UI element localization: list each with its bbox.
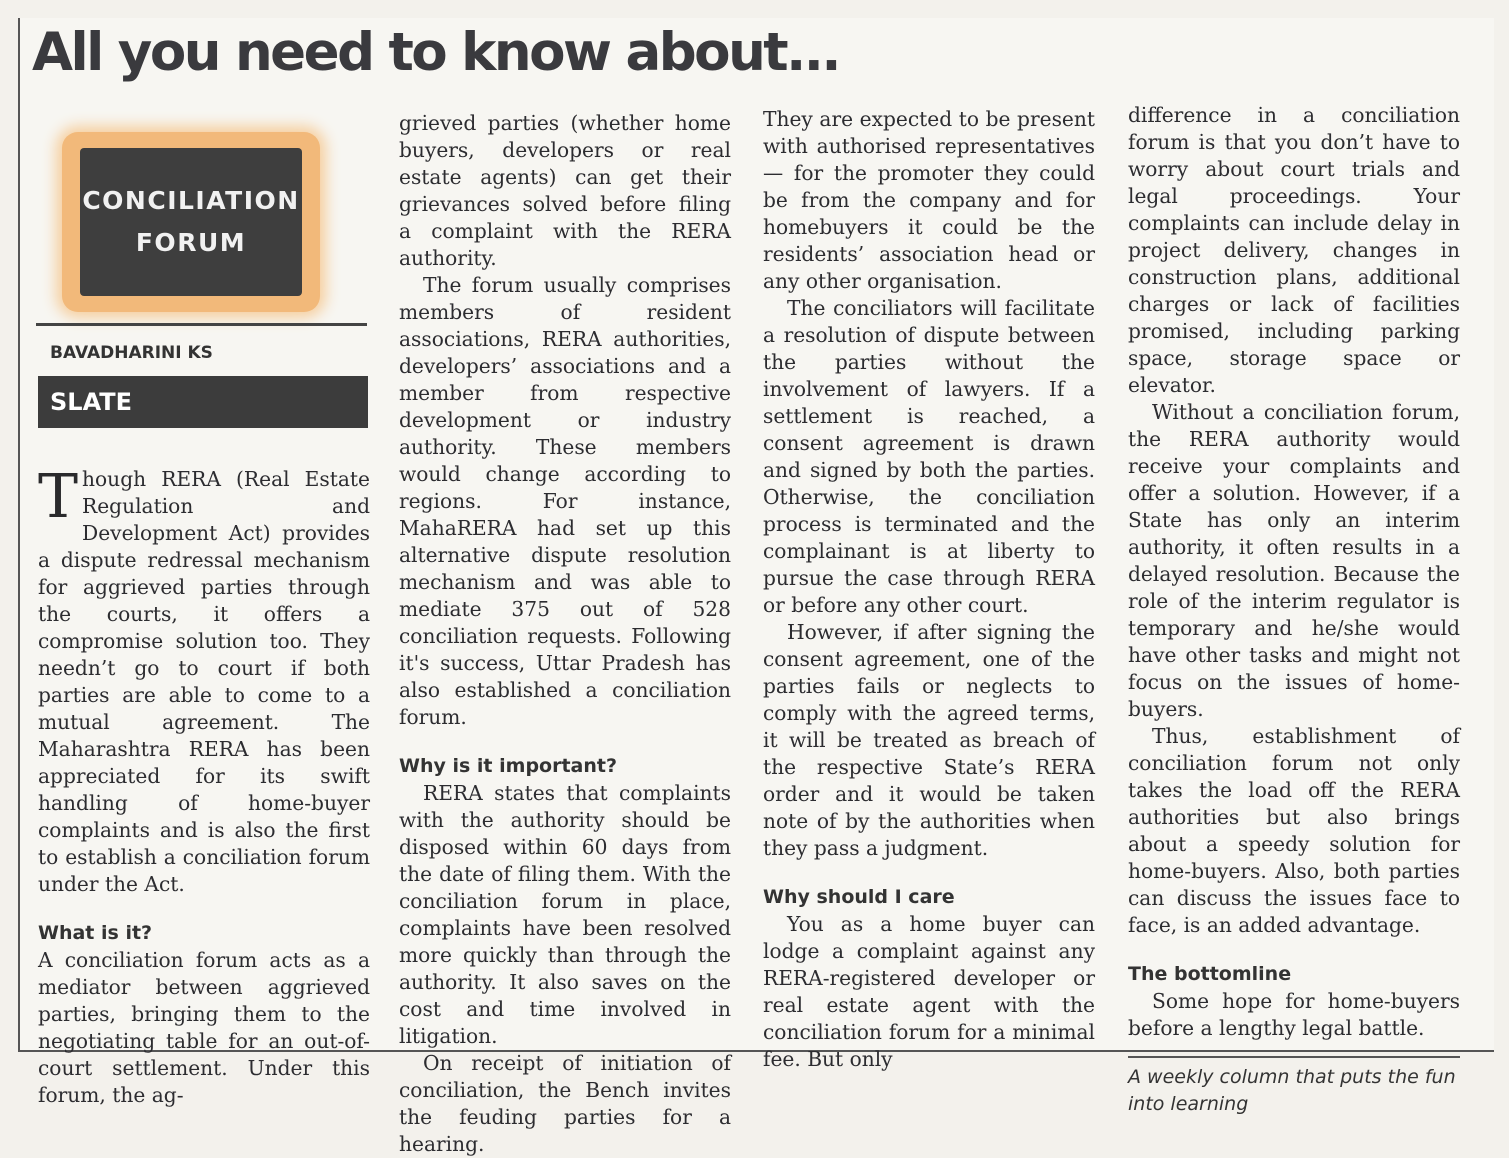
why-care-p1-cont: difference in a conciliation forum is that you don’t have to worry about court trials and legal proceedings. Your complaints can include delay in project delivery, changes in construction plans, additional charges or lack of facilities promised, including parking space, storage space or elevator. [1128, 103, 1460, 397]
why-important-p5: However, if after signing the consent agreement, one of the parties fails or neglects to comply with the agreed terms, it will be treated as breach of the respective State’s RERA order and it would be taken note of by the authorities when they pass a judgment. [763, 620, 1095, 860]
heading-why-important: Why is it important? [399, 755, 617, 777]
section-label: SLATE [38, 376, 368, 428]
board-line-1: CONCILIATION [82, 186, 300, 215]
why-care-p2: Without a conciliation forum, the RERA authority would receive your complaints and offer a solution. However, if a State has only an interim authority, it often results in a delayed resolution. Because the role of the interim regulator is temporary and he/she would have other tasks and might not focus on the issues of home-buyers. [1128, 400, 1460, 721]
bottomline-text: Some hope for home-buyers before a lengthy legal battle. [1128, 989, 1460, 1040]
column-2 [399, 110, 731, 1158]
board-line-2: FORUM [135, 228, 247, 257]
byline-rule [36, 323, 367, 326]
why-important-p2: On receipt of initiation of conciliation, the Bench invites the feuding parties for a hearing. [399, 1051, 731, 1156]
intro-paragraph [38, 462, 370, 898]
why-important-p4: The conciliators will facilitate a resolution of dispute between the parties without the involvement of lawyers. If a settlement is reached, a consent agreement is drawn and signed by both the parties. Otherwise, the conciliation process is terminated and the complainant is at liberty to pursue the case through RERA or before any other court. [763, 296, 1095, 617]
what-is-it-p1-cont: grieved parties (whether home buyers, developers or real estate agents) can get their grievances solved before filing a complaint with the RERA authority. [399, 111, 731, 270]
tagline: A weekly column that puts the fun into learning [1128, 1066, 1456, 1115]
tagline-rule [1128, 1056, 1460, 1058]
what-is-it-p1: A conciliation forum acts as a mediator between aggrieved parties, bringing them to the negotiating table for an out-of-court settlement. Under this forum, the ag- [38, 948, 370, 1107]
why-care-p1: You as a home buyer can lodge a complaint against any RERA-registered developer or real estate agent with the conciliation forum for a minimal fee. But only [763, 912, 1095, 1071]
what-is-it-p2: The forum usually comprises members of resident associations, RERA authorities, developers’ associations and a member from respective development or industry authority. These members would change according to regions. For instance, MahaRERA had set up this alternative dispute resolution mechanism and was able to mediate 375 out of 528 conciliation requests. Following it's success, Uttar Pradesh has also established a conciliation forum. [399, 273, 731, 729]
chalkboard [80, 148, 302, 296]
column-1 [38, 462, 370, 1109]
heading-why-care: Why should I care [763, 886, 955, 908]
heading-bottomline: The bottomline [1128, 963, 1292, 985]
column-4 [1128, 102, 1460, 1118]
why-care-p3: Thus, establishment of conciliation forum not only takes the load off the RERA authorities but also brings about a speedy solution for home-buyers. Also, both parties can discuss the issues face to face, is an added advantage. [1128, 724, 1460, 937]
byline: BAVADHARINI KS [50, 343, 213, 363]
dropcap: T [38, 462, 79, 532]
headline: All you need to know about... [32, 22, 840, 83]
heading-what-is-it: What is it? [38, 922, 153, 944]
intro-text: hough RERA (Real Estate Regulation and Development Act) provides a dispute redressal mechanism for aggrieved parties through the courts, it offers a compromise solution too. They needn’t go to court if both parties are able to come to a mutual agreement. The Maharashtra RERA has been appreciated for its swift handling of home-buyer complaints and is also the first to establish a conciliation forum under the Act. [38, 467, 370, 896]
why-important-p1: RERA states that complaints with the authority should be disposed within 60 days from the date of filing them. With the conciliation forum in place, complaints have been resolved more quickly than through the authority. It also saves on the cost and time involved in litigation. [399, 781, 731, 1048]
chalkboard-illustration [62, 132, 320, 312]
why-important-p3: They are expected to be present with authorised representatives — for the promoter they could be from the company and for homebuyers it could be the residents’ association head or any other organisation. [763, 107, 1095, 293]
column-3 [763, 106, 1095, 1073]
